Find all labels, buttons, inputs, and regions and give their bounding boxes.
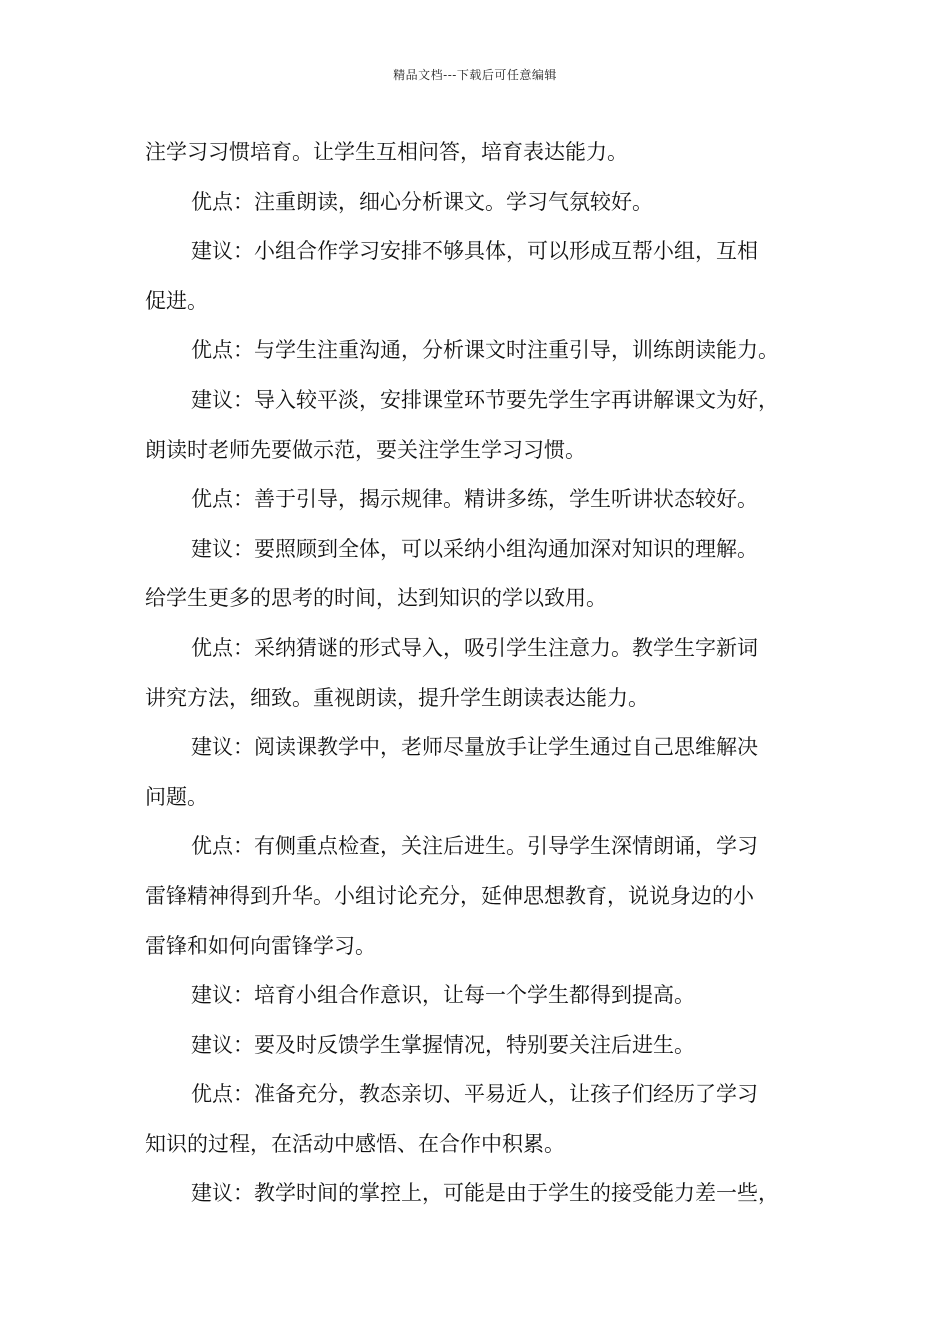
paragraph [145, 1021, 825, 1071]
paragraph [145, 326, 825, 376]
paragraph-line: 给学生更多的思考的时间，达到知识的学以致用。 [145, 586, 607, 611]
paragraph [145, 1169, 825, 1219]
paragraph [145, 128, 825, 178]
paragraph [145, 822, 825, 971]
paragraph [145, 178, 825, 228]
paragraph-line: 朗读时老师先要做示范，要关注学生学习习惯。 [145, 437, 586, 462]
paragraph-line: 问题。 [145, 784, 208, 809]
paragraph [145, 525, 825, 624]
paragraph-line: 雷锋精神得到升华。小组讨论充分，延伸思想教育，说说身边的小 [145, 883, 754, 908]
paragraph [145, 227, 825, 326]
paragraph-line: 优点：注重朗读，细心分析课文。学习气氛较好。 [191, 189, 653, 214]
paragraph [145, 723, 825, 822]
paragraph-line: 优点：准备充分，教态亲切、平易近人，让孩子们经历了学习 [191, 1082, 758, 1107]
paragraph [145, 376, 825, 475]
page-header: 精品文档---下载后可任意编辑 [393, 68, 557, 82]
paragraph-line: 注学习习惯培育。让学生互相问答，培育表达能力。 [145, 140, 628, 164]
paragraph-line: 建议：阅读课教学中，老师尽量放手让学生通过自己思维解决 [191, 735, 758, 760]
document-body [145, 128, 825, 1219]
paragraph-line: 优点：采纳猜谜的形式导入，吸引学生注意力。教学生字新词 [191, 635, 758, 660]
paragraph [145, 971, 825, 1021]
paragraph [145, 1070, 825, 1169]
paragraph-line: 优点：善于引导，揭示规律。精讲多练，学生听讲状态较好。 [191, 487, 758, 512]
paragraph-line: 建议：要及时反馈学生掌握情况，特别要关注后进生。 [191, 1032, 695, 1057]
paragraph [145, 475, 825, 525]
paragraph-line: 建议：培育小组合作意识，让每一个学生都得到提高。 [191, 983, 695, 1008]
paragraph [145, 624, 825, 723]
paragraph-line: 建议：导入较平淡，安排课堂环节要先学生字再讲解课文为好， [191, 387, 779, 412]
paragraph-line: 优点：与学生注重沟通，分析课文时注重引导，训练朗读能力。 [191, 338, 779, 363]
paragraph-line: 雷锋和如何向雷锋学习。 [145, 933, 376, 958]
paragraph-line: 建议：小组合作学习安排不够具体，可以形成互帮小组，互相 [191, 239, 758, 264]
paragraph-line: 讲究方法，细致。重视朗读，提升学生朗读表达能力。 [145, 685, 649, 710]
paragraph-line: 知识的过程，在活动中感悟、在合作中积累。 [145, 1131, 565, 1156]
paragraph-line: 建议：要照顾到全体，可以采纳小组沟通加深对知识的理解。 [191, 536, 758, 561]
paragraph-line: 建议：教学时间的掌控上，可能是由于学生的接受能力差一些， [191, 1181, 779, 1206]
paragraph-line: 促进。 [145, 288, 208, 313]
paragraph-line: 优点：有侧重点检查，关注后进生。引导学生深情朗诵，学习 [191, 834, 758, 859]
